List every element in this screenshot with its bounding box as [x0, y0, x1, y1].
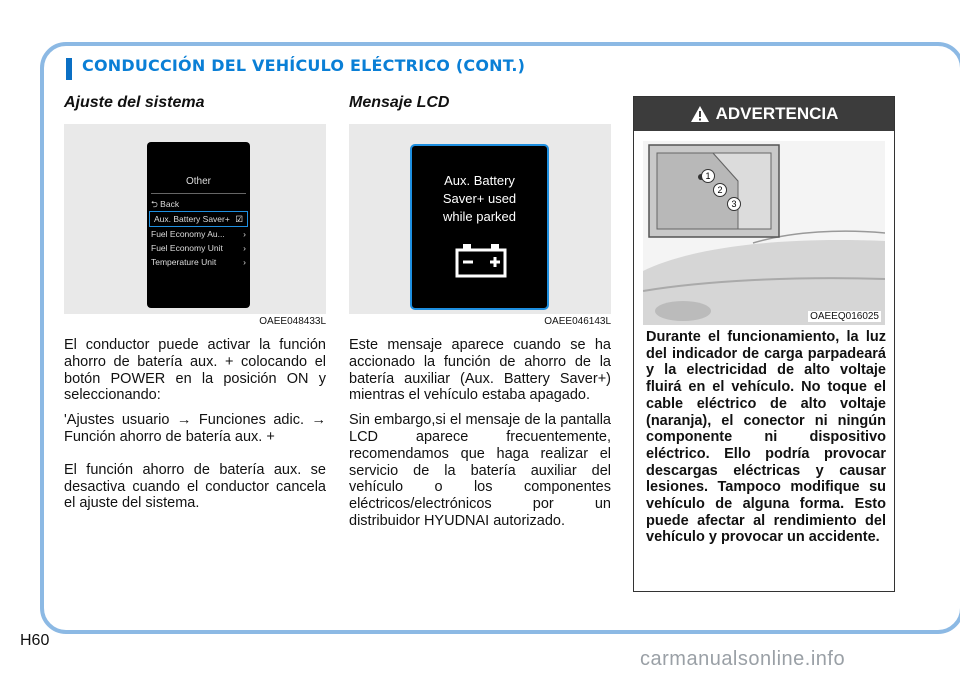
menu-back: ⮌ Back [151, 199, 180, 209]
callout-3: 3 [727, 197, 741, 211]
left-column [64, 94, 326, 520]
left-body [64, 337, 326, 512]
warning-box [633, 96, 895, 592]
chevron-right-icon: › [243, 257, 246, 267]
paragraph: El conductor puede activar la función ahorro de batería aux. + colocando el botón POWER en la posición ON y seleccionando: [64, 337, 326, 404]
paragraph: Este mensaje aparece cuando se ha accionado la función de ahorro de la batería auxiliar (Aux. Battery Saver+) mientras el vehículo estaba apagado. [349, 337, 611, 404]
section-title: CONDUCCIÓN DEL VEHÍCULO ELÉCTRICO (CONT.) [82, 56, 526, 75]
menu-item-temperature-unit: Temperature Unit › [151, 257, 246, 267]
page-number: H60 [20, 632, 50, 649]
heading-system-settings: Ajuste del sistema [64, 94, 205, 111]
car-illustration [643, 141, 885, 325]
settings-screen [147, 142, 250, 308]
back-arrow-icon: ⮌ [151, 199, 161, 209]
figure-code: OAEEQ016025 [810, 311, 879, 322]
warning-triangle-icon [690, 105, 710, 123]
figure-code: OAEE046143L [544, 316, 611, 327]
menu-item-aux-battery: Aux. Battery Saver+ ☑ [149, 211, 248, 227]
screen-divider [151, 193, 246, 194]
battery-icon [455, 242, 507, 278]
lcd-figure [349, 124, 611, 314]
callout-2: 2 [713, 183, 727, 197]
middle-body [349, 337, 611, 530]
warning-header: ADVERTENCIA [634, 97, 894, 131]
chevron-right-icon: › [243, 229, 246, 239]
warning-text: Durante el funcionamiento, la luz del indicador de carga parpadeará y la electricidad de alto voltaje fluirá en el vehículo. No toque el cable eléctrico de alto voltaje (naranja), el conector ni ningún componente ni dispositivo eléctrico. Ello podría provocar descargas eléctricas y causar lesiones. Tampoco modifique su vehículo de alguna forma. Esto puede afectar al rendimiento del vehículo y provocar un accidente. [646, 329, 886, 546]
paragraph: Sin embargo,si el mensaje de la pantalla LCD aparece frecuentemente, recomendamos que haga realizar el servicio de la batería auxiliar del vehículo o los componentes eléctricos/electrónicos por un distribuidor HYUDNAI autorizado. [349, 412, 611, 529]
menu-item-fuel-economy-auto: Fuel Economy Au... › [151, 229, 246, 239]
menu-item-fuel-economy-unit: Fuel Economy Unit › [151, 243, 246, 253]
callout-1: 1 [701, 169, 715, 183]
title-accent-bar [66, 58, 72, 80]
chevron-right-icon: › [243, 243, 246, 253]
paragraph: El función ahorro de batería aux. se desactiva cuando el conductor cancela el ajuste del sistema. [64, 461, 326, 512]
middle-column [349, 94, 611, 538]
heading-lcd-message: Mensaje LCD [349, 94, 450, 111]
screen-title: Other [185, 176, 211, 187]
figure-code: OAEE048433L [259, 316, 326, 327]
lcd-screen [410, 144, 549, 310]
paragraph: 'Ajustes usuario → Funciones adic. → Función ahorro de batería aux. + [64, 412, 326, 445]
check-icon: ☑ [235, 214, 243, 224]
settings-figure [64, 124, 326, 314]
lcd-message: Aux. Battery Saver+ used while parked [442, 173, 517, 224]
watermark: carmanualsonline.info [640, 648, 846, 670]
car-figure [643, 141, 885, 325]
